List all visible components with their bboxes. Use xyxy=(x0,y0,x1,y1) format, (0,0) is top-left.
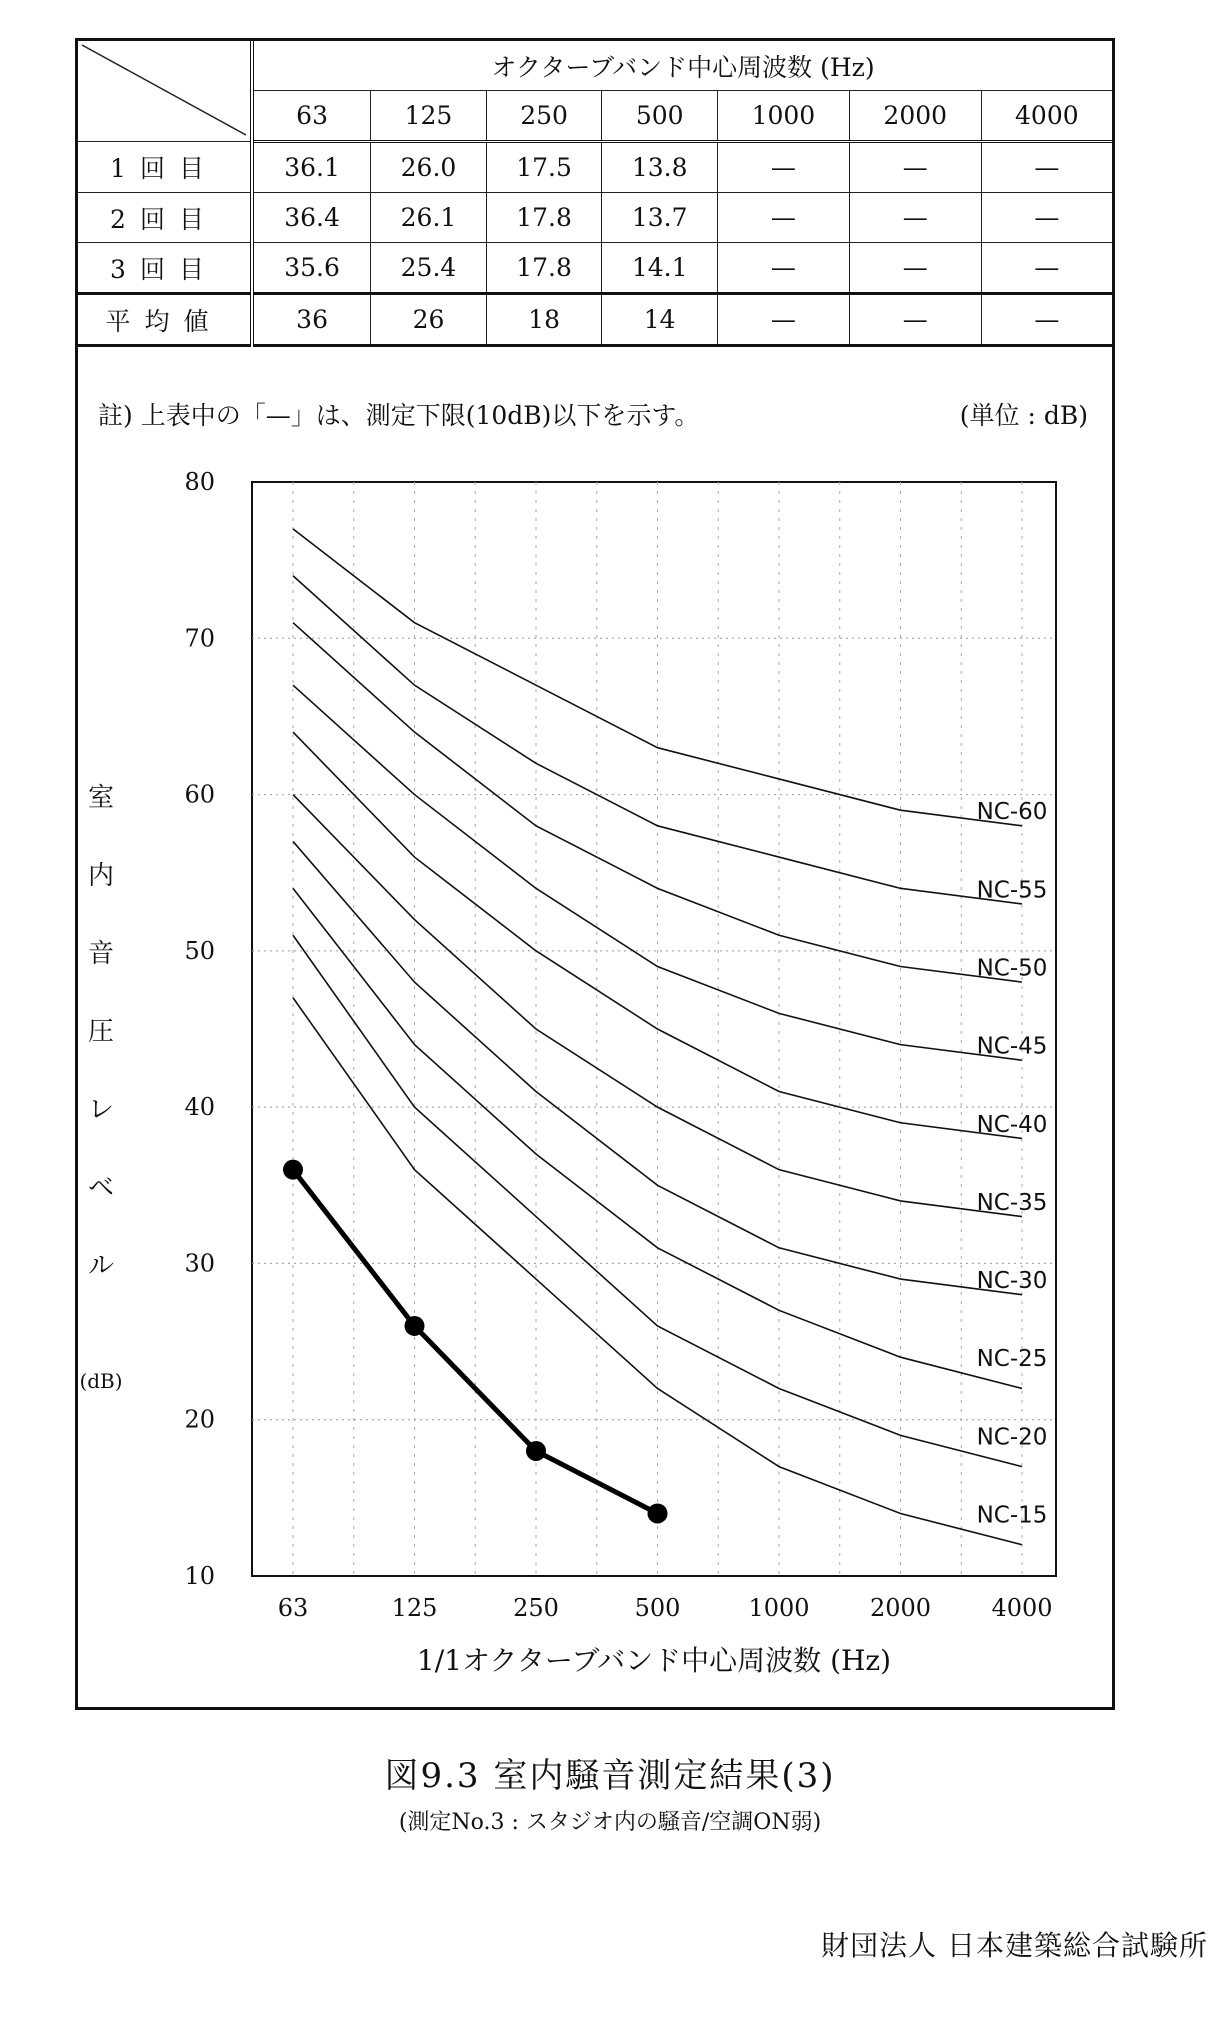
y-tick-label: 50 xyxy=(184,936,215,965)
freq-header: 63 xyxy=(252,91,371,142)
table-cell: 17.8 xyxy=(486,243,602,294)
measured-point xyxy=(405,1316,425,1336)
x-tick-label: 125 xyxy=(391,1594,438,1622)
table-cell: — xyxy=(981,294,1112,346)
x-tick-label: 2000 xyxy=(869,1594,932,1622)
table-cell: 17.8 xyxy=(486,193,602,243)
table-cell: 26 xyxy=(371,294,487,346)
nc-curve-nc-45 xyxy=(293,685,1022,1060)
freq-header: 1000 xyxy=(718,91,850,142)
measured-point xyxy=(283,1160,303,1180)
table-cell: 26.1 xyxy=(371,193,487,243)
figure-subcaption: (測定No.3 : スタジオ内の騒音/空調ON弱) xyxy=(398,1810,822,1835)
y-axis-label-char: 室 xyxy=(87,783,115,813)
table-cell: 25.4 xyxy=(371,243,487,294)
y-tick-label: 30 xyxy=(184,1249,215,1278)
table-cell: — xyxy=(718,243,850,294)
row-label: 2回目 xyxy=(78,193,252,243)
freq-header: 2000 xyxy=(849,91,981,142)
table-cell: — xyxy=(981,142,1112,193)
y-tick-label: 20 xyxy=(184,1405,215,1434)
measured-point xyxy=(648,1503,668,1523)
y-axis-label-char: 圧 xyxy=(87,1017,115,1047)
nc-chart xyxy=(75,38,1115,1710)
y-axis-label-char: 音 xyxy=(87,939,115,969)
nc-curve-nc-15 xyxy=(293,998,1022,1545)
y-axis-label-char: レ xyxy=(87,1095,115,1125)
x-tick-label: 500 xyxy=(634,1594,681,1622)
nc-curve-label: NC-55 xyxy=(976,877,1048,904)
figure-caption: 図9.3 室内騒音測定結果(3) xyxy=(384,1756,836,1796)
nc-curve-label: NC-60 xyxy=(976,799,1048,826)
y-tick-label: 10 xyxy=(184,1562,215,1590)
freq-header: 125 xyxy=(371,91,487,142)
nc-curve-nc-50 xyxy=(293,623,1022,982)
plot-border xyxy=(252,482,1056,1576)
table-cell: — xyxy=(718,142,850,193)
table-cell: — xyxy=(849,142,981,193)
table-cell: 14.1 xyxy=(602,243,718,294)
row-label: 平均値 xyxy=(78,294,252,346)
x-tick-label: 4000 xyxy=(991,1594,1053,1622)
table-cell: 26.0 xyxy=(371,142,487,193)
table-cell: — xyxy=(981,193,1112,243)
table-cell: 13.7 xyxy=(602,193,718,243)
table-cell: — xyxy=(849,193,981,243)
nc-curve-label: NC-40 xyxy=(976,1111,1048,1138)
table-cell: — xyxy=(718,193,850,243)
freq-header: 4000 xyxy=(981,91,1112,142)
table-cell: — xyxy=(981,243,1112,294)
table-cell: 36.4 xyxy=(252,193,371,243)
measured-point xyxy=(526,1441,546,1461)
nc-curve-label: NC-50 xyxy=(976,955,1048,982)
nc-curve-label: NC-45 xyxy=(976,1033,1048,1060)
y-tick-label: 40 xyxy=(184,1093,215,1122)
y-axis-unit: (dB) xyxy=(79,1369,123,1393)
x-tick-label: 63 xyxy=(277,1594,309,1622)
y-tick-label: 70 xyxy=(184,624,215,653)
organization-name: 財団法人 日本建築総合試験所 xyxy=(821,1929,1208,1962)
row-label: 1回目 xyxy=(78,142,252,193)
table-header-frequency: オクターブバンド中心周波数 (Hz) xyxy=(252,41,1112,91)
nc-curve-label: NC-15 xyxy=(976,1502,1048,1529)
freq-header: 500 xyxy=(602,91,718,142)
y-tick-label: 80 xyxy=(184,468,215,496)
nc-curve-label: NC-30 xyxy=(976,1268,1048,1295)
table-cell: 14 xyxy=(602,294,718,346)
nc-curve-label: NC-20 xyxy=(976,1424,1048,1451)
table-cell: 36 xyxy=(252,294,371,346)
y-axis-label-char: 内 xyxy=(87,861,115,891)
table-cell: 17.5 xyxy=(486,142,602,193)
freq-header: 250 xyxy=(486,91,602,142)
table-cell: 13.8 xyxy=(602,142,718,193)
nc-curve-label: NC-35 xyxy=(976,1189,1048,1216)
nc-curve-nc-55 xyxy=(293,576,1022,904)
x-tick-label: 1000 xyxy=(748,1594,810,1622)
x-axis-label: 1/1オクターブバンド中心周波数 (Hz) xyxy=(416,1644,892,1677)
table-note: 註) 上表中の「—」は、測定下限(10dB)以下を示す。 xyxy=(98,401,700,430)
row-label: 3回目 xyxy=(78,243,252,294)
table-cell: 35.6 xyxy=(252,243,371,294)
table-cell: — xyxy=(849,243,981,294)
x-tick-label: 250 xyxy=(513,1594,559,1622)
table-cell: 18 xyxy=(486,294,602,346)
table-cell: 36.1 xyxy=(252,142,371,193)
nc-curve-label: NC-25 xyxy=(976,1346,1048,1373)
table-unit: (単位 : dB) xyxy=(959,401,1088,430)
table-cell: — xyxy=(849,294,981,346)
y-axis-label-char: ベ xyxy=(87,1173,115,1203)
y-axis-label-char: ル xyxy=(87,1251,115,1281)
table-cell: — xyxy=(718,294,850,346)
y-tick-label: 60 xyxy=(184,780,215,809)
